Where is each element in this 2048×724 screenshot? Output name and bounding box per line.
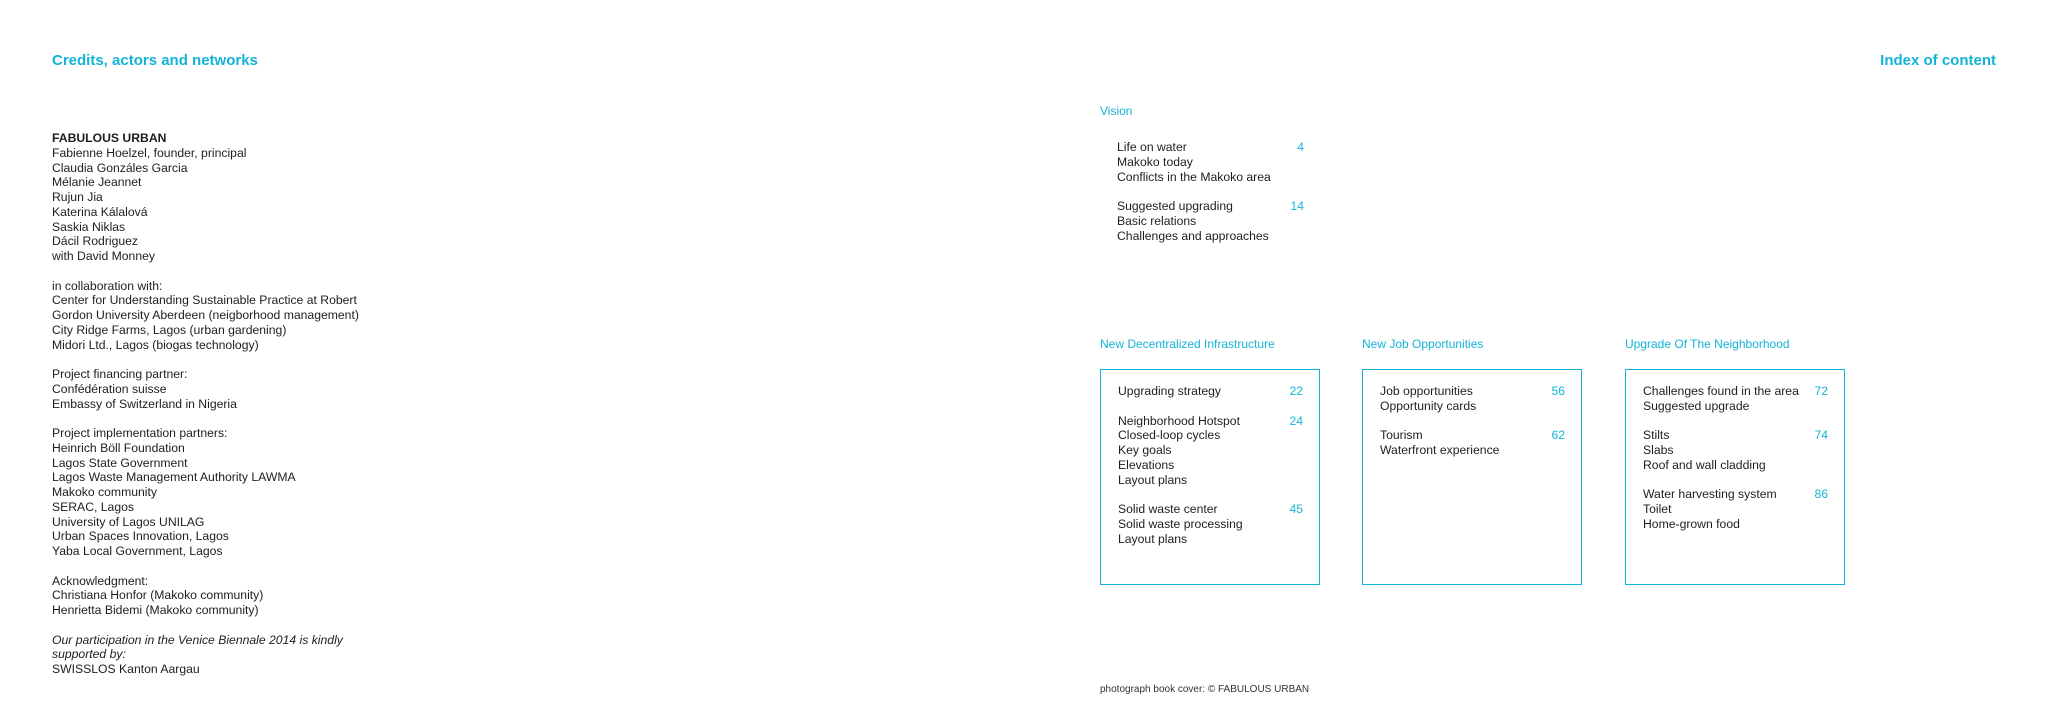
page-number: 24 bbox=[1289, 413, 1303, 428]
cover-photo-credit: photograph book cover: © FABULOUS URBAN bbox=[1100, 684, 1310, 695]
page-number: 86 bbox=[1814, 487, 1828, 502]
implementation-partner: Urban Spaces Innovation, Lagos bbox=[52, 529, 229, 544]
toc-entry: Tourism bbox=[1380, 428, 1423, 443]
credits-heading: Credits, actors and networks bbox=[52, 52, 258, 69]
financing-label: Project financing partner: bbox=[52, 367, 188, 381]
acknowledgment-label: Acknowledgment: bbox=[52, 573, 149, 588]
implementation-partner: Lagos State Government bbox=[52, 455, 188, 470]
toc-entry: Roof and wall cladding bbox=[1643, 457, 1766, 472]
credits-column bbox=[52, 131, 392, 692]
toc-group bbox=[1643, 487, 1828, 531]
toc-entry: Job opportunities bbox=[1380, 384, 1473, 398]
collaborator: City Ridge Farms, Lagos (urban gardening) bbox=[52, 322, 287, 337]
section-label-vision: Vision bbox=[1100, 104, 1133, 118]
page-number: 74 bbox=[1814, 428, 1828, 443]
toc-entry: Conflicts in the Makoko area bbox=[1117, 169, 1271, 184]
toc-group bbox=[1118, 414, 1303, 488]
toc-entry: Solid waste center bbox=[1118, 502, 1218, 516]
toc-entry: Water harvesting system bbox=[1643, 487, 1777, 502]
team-member: Mélanie Jeannet bbox=[52, 175, 142, 190]
collaboration-label: in collaboration with: bbox=[52, 278, 163, 293]
page-number: 72 bbox=[1814, 384, 1828, 398]
page-number: 4 bbox=[1297, 140, 1304, 154]
section-label-infrastructure: New Decentralized Infrastructure bbox=[1100, 337, 1275, 351]
section-label-jobs: New Job Opportunities bbox=[1362, 337, 1484, 351]
financing-partner: Embassy of Switzerland in Nigeria bbox=[52, 396, 237, 411]
toc-group bbox=[1380, 428, 1565, 458]
toc-group bbox=[1117, 140, 1304, 184]
page-number: 14 bbox=[1290, 199, 1304, 213]
implementation-label: Project implementation partners: bbox=[52, 426, 228, 440]
page-number: 45 bbox=[1289, 502, 1303, 516]
toc-group bbox=[1643, 384, 1828, 414]
toc-group bbox=[1118, 384, 1303, 399]
implementation-partner: Yaba Local Government, Lagos bbox=[52, 544, 223, 558]
implementation-partner: SERAC, Lagos bbox=[52, 499, 134, 514]
collaborator: Midori Ltd., Lagos (biogas technology) bbox=[52, 337, 259, 352]
toc-entry: Challenges and approaches bbox=[1117, 228, 1269, 243]
toc-entry: Opportunity cards bbox=[1380, 398, 1477, 413]
page-number: 62 bbox=[1551, 428, 1565, 443]
toc-entry: Stilts bbox=[1643, 428, 1670, 443]
implementation-partner: Makoko community bbox=[52, 485, 157, 499]
collaboration-block bbox=[52, 279, 392, 353]
toc-entry: Waterfront experience bbox=[1380, 443, 1500, 457]
toc-jobs bbox=[1362, 369, 1582, 585]
team-member: Rujun Jia bbox=[52, 190, 103, 204]
support-note: Our participation in the Venice Biennale 2014 is kindly supported by: bbox=[52, 632, 343, 662]
toc-entry: Closed-loop cycles bbox=[1118, 428, 1221, 443]
toc-entry: Challenges found in the area bbox=[1643, 384, 1799, 398]
team-block bbox=[52, 131, 392, 264]
toc-entry: Upgrading strategy bbox=[1118, 384, 1221, 398]
toc-entry: Layout plans bbox=[1118, 531, 1188, 546]
toc-entry: Solid waste processing bbox=[1118, 516, 1243, 531]
financing-block bbox=[52, 367, 392, 411]
implementation-partner: Lagos Waste Management Authority LAWMA bbox=[52, 470, 296, 485]
team-member: Fabienne Hoelzel, founder, principal bbox=[52, 145, 247, 160]
team-member: Katerina Kálalová bbox=[52, 204, 148, 219]
toc-upgrade bbox=[1625, 369, 1845, 585]
team-member: Claudia Gonzáles Garcia bbox=[52, 160, 188, 175]
toc-group bbox=[1118, 502, 1303, 546]
toc-vision bbox=[1100, 126, 1320, 258]
acknowledged-person: Christiana Honfor (Makoko community) bbox=[52, 588, 264, 603]
toc-group bbox=[1117, 199, 1304, 243]
page-number: 22 bbox=[1289, 384, 1303, 398]
collaborator: Gordon University Aberdeen (neigborhood management) bbox=[52, 308, 359, 322]
sponsor: SWISSLOS Kanton Aargau bbox=[52, 662, 200, 676]
studio-name: FABULOUS URBAN bbox=[52, 131, 167, 145]
page-number: 56 bbox=[1551, 384, 1565, 398]
toc-group bbox=[1643, 428, 1828, 472]
toc-entry: Suggested upgrading bbox=[1117, 199, 1233, 213]
index-heading: Index of content bbox=[1880, 52, 1996, 69]
toc-group bbox=[1380, 384, 1565, 414]
toc-entry: Elevations bbox=[1118, 457, 1175, 472]
support-block bbox=[52, 633, 352, 677]
implementation-partner: University of Lagos UNILAG bbox=[52, 514, 205, 529]
implementation-partner: Heinrich Böll Foundation bbox=[52, 440, 185, 455]
team-member: Saskia Niklas bbox=[52, 219, 126, 234]
toc-entry: Suggested upgrade bbox=[1643, 398, 1750, 413]
implementation-block bbox=[52, 426, 392, 559]
team-member: Dácil Rodriguez bbox=[52, 234, 139, 249]
team-member: with David Monney bbox=[52, 249, 155, 263]
financing-partner: Confédération suisse bbox=[52, 381, 167, 396]
toc-entry: Makoko today bbox=[1117, 154, 1193, 169]
toc-entry: Basic relations bbox=[1117, 213, 1197, 228]
acknowledged-person: Henrietta Bidemi (Makoko community) bbox=[52, 603, 259, 617]
toc-entry: Home-grown food bbox=[1643, 516, 1740, 531]
section-label-upgrade: Upgrade Of The Neighborhood bbox=[1625, 337, 1790, 351]
toc-infrastructure bbox=[1100, 369, 1320, 585]
toc-entry: Life on water bbox=[1117, 140, 1187, 154]
collaborator: Center for Understanding Sustainable Practice at Robert bbox=[52, 293, 357, 308]
toc-entry: Slabs bbox=[1643, 443, 1674, 457]
acknowledgment-block bbox=[52, 574, 392, 618]
toc-entry: Key goals bbox=[1118, 443, 1172, 457]
toc-entry: Toilet bbox=[1643, 502, 1672, 516]
toc-entry: Layout plans bbox=[1118, 472, 1188, 487]
toc-entry: Neighborhood Hotspot bbox=[1118, 413, 1240, 428]
